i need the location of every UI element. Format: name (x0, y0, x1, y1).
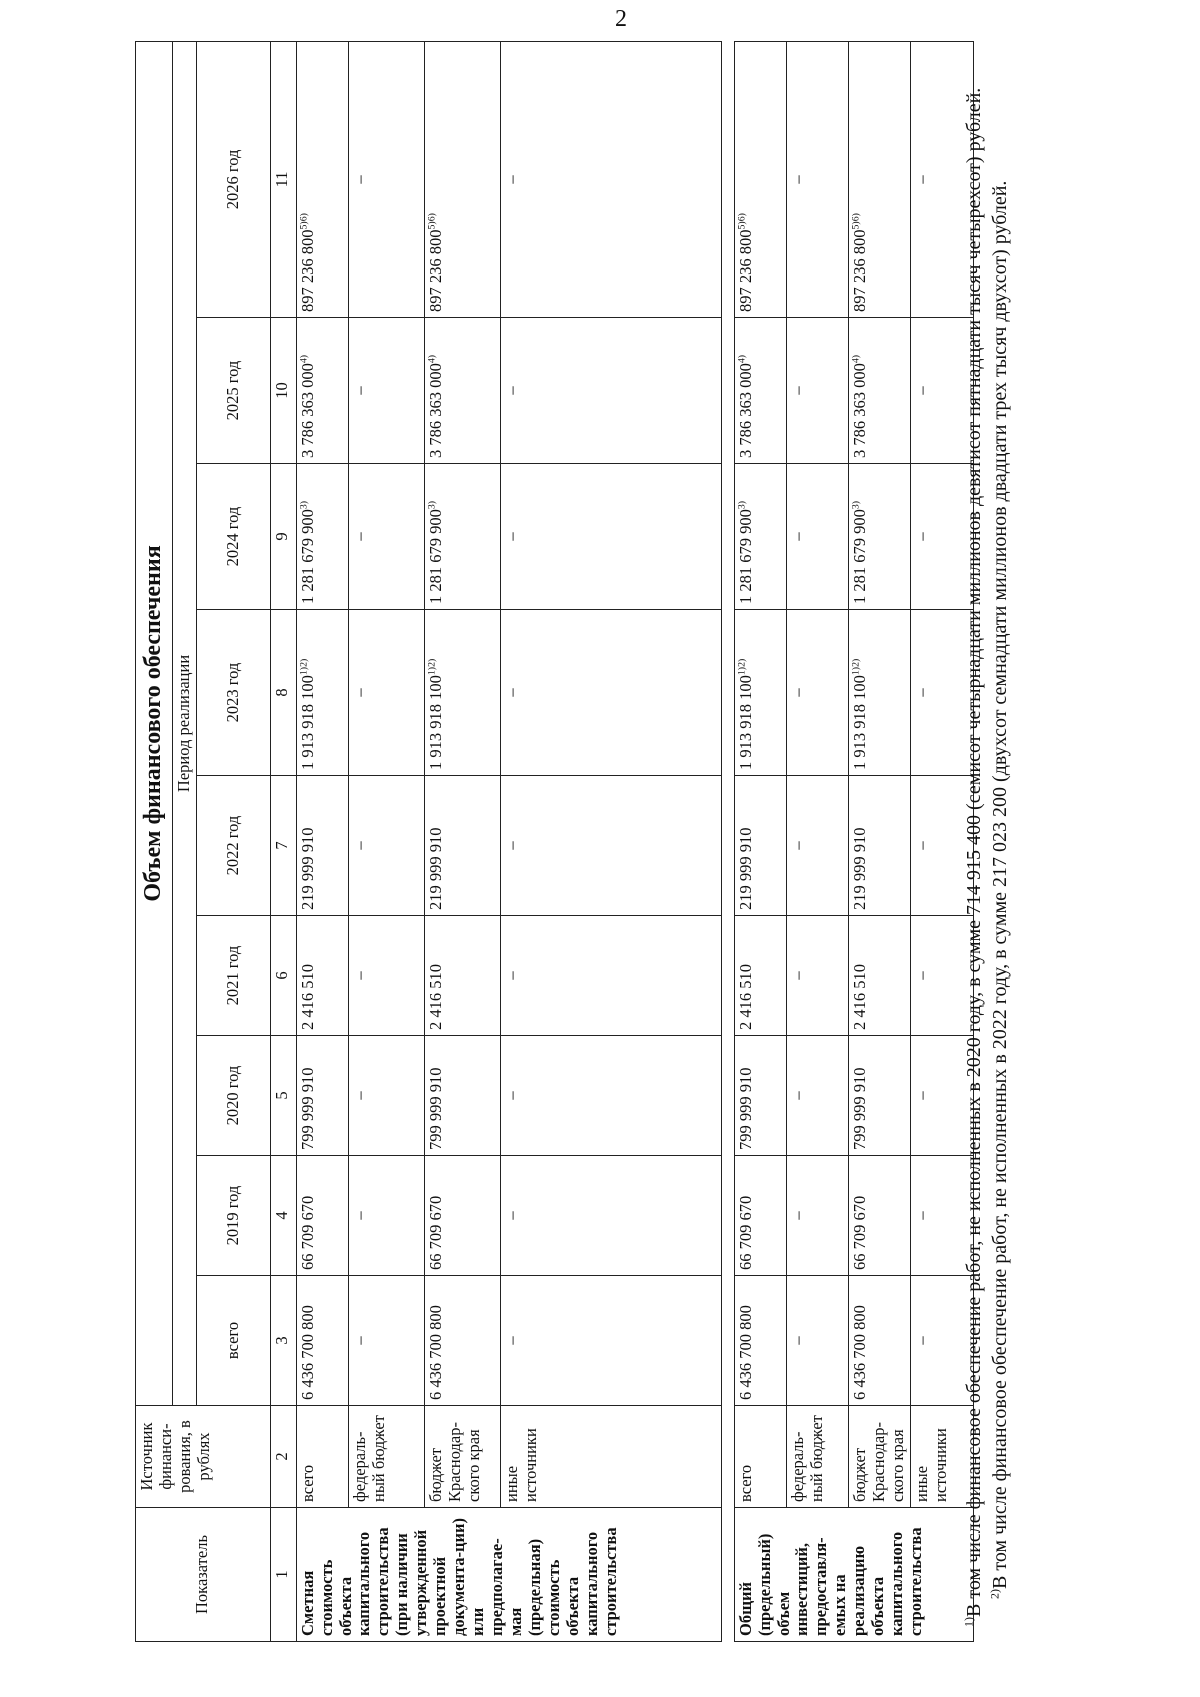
header-year: 2025 год (196, 318, 270, 464)
header-year: 2022 год (196, 776, 270, 916)
column-number: 8 (270, 610, 296, 776)
table-row (848, 41, 910, 1641)
header-year: 2026 год (196, 41, 270, 317)
footnote-mark: 5)6) (298, 213, 310, 230)
footnote-mark: 4) (736, 354, 748, 364)
value-cell: – (786, 318, 848, 464)
value-cell: 6 436 700 800 (296, 1276, 348, 1406)
header-indicator: Показатель (136, 1508, 271, 1642)
value-cell: – (910, 1036, 973, 1156)
value-cell: 219 999 910 (296, 776, 348, 916)
value-cell: – (786, 776, 848, 916)
value-cell: 799 999 910 (734, 1036, 786, 1156)
table-row (786, 41, 848, 1641)
footnote-mark: 3) (298, 500, 310, 510)
column-number: 5 (270, 1036, 296, 1156)
value-cell: – (786, 916, 848, 1036)
table-row (734, 41, 786, 1641)
footnote-mark: 3) (736, 500, 748, 510)
header-year: 2020 год (196, 1036, 270, 1156)
header-year: 2023 год (196, 610, 270, 776)
source-cell: всего (296, 1406, 348, 1508)
value-cell: – (348, 318, 424, 464)
period-label: Период реализации (172, 41, 196, 1405)
header-year: 2021 год (196, 916, 270, 1036)
value-cell: 2 416 510 (424, 916, 500, 1036)
rotated-content (135, 42, 1095, 1642)
value-cell: – (786, 1156, 848, 1276)
page-number: 2 (615, 6, 627, 32)
source-cell: иные источники (910, 1406, 973, 1508)
table-row (296, 41, 348, 1641)
column-number: 3 (270, 1276, 296, 1406)
value-cell: 1 281 679 900$^{3)}$ (424, 464, 500, 610)
value-cell: – (500, 41, 721, 317)
group-separator (721, 41, 734, 1641)
value-cell: 66 709 670 (734, 1156, 786, 1276)
footnote-mark: 4) (850, 354, 862, 364)
value-cell: 2 416 510 (296, 916, 348, 1036)
indicator-cell: Общий (предельный) объем инвестиций, предоставля-емых на реализацию объекта капитального строительства (734, 1508, 973, 1642)
value-cell: – (348, 610, 424, 776)
footnote-mark: 1)2) (736, 658, 748, 676)
value-cell: – (500, 464, 721, 610)
value-cell: 1 281 679 900$^{3)}$ (296, 464, 348, 610)
source-cell: федераль-ный бюджет (786, 1406, 848, 1508)
footnote-mark: 4) (298, 354, 310, 364)
financing-table (135, 41, 974, 1642)
value-cell: 219 999 910 (848, 776, 910, 916)
value-cell: – (910, 1156, 973, 1276)
column-number: 4 (270, 1156, 296, 1276)
value-cell: – (500, 916, 721, 1036)
value-cell: – (910, 610, 973, 776)
value-cell: 2 416 510 (734, 916, 786, 1036)
source-cell: иные источники (500, 1406, 721, 1508)
value-cell: – (786, 1276, 848, 1406)
value-cell: 1 913 918 $100^{1)2)}$ (848, 610, 910, 776)
header-year: 2024 год (196, 464, 270, 610)
column-number: 10 (270, 318, 296, 464)
source-cell: федераль-ный бюджет (348, 1406, 424, 1508)
table-row (500, 41, 721, 1641)
value-cell: – (910, 916, 973, 1036)
footnote-mark: 3) (850, 500, 862, 510)
footnote-mark: 5)6) (736, 213, 748, 230)
value-cell: 1 281 679 900$^{3)}$ (734, 464, 786, 610)
value-cell: – (500, 318, 721, 464)
table-row (424, 41, 500, 1641)
header-source: Источник финанси-рования, в рублях (136, 1406, 271, 1508)
footnote-mark: 5)6) (850, 213, 862, 230)
value-cell: 66 709 670 (848, 1156, 910, 1276)
value-cell: – (786, 1036, 848, 1156)
value-cell: 897 236 $800^{5)6)}$ (848, 41, 910, 317)
value-cell: – (910, 1276, 973, 1406)
footnote-mark: 5)6) (426, 213, 438, 230)
value-cell: – (500, 1276, 721, 1406)
footnote-1: $^{1)}$В том числе финансовое обеспечение работ, не исполненных в 2020 году, в сумме 714 915 400 (семисот четырнадцати миллионов девятисот пятнадцати тысяч четырехсот) рублей. (961, 87, 985, 1627)
header-year: 2019 год (196, 1156, 270, 1276)
footnote-mark: 1)2) (850, 658, 862, 676)
footnote-mark: 1)2) (298, 658, 310, 676)
source-cell: бюджет Краснодар-ского края (424, 1406, 500, 1508)
value-cell: – (348, 1276, 424, 1406)
value-cell: 219 999 910 (734, 776, 786, 916)
value-cell: 1 281 679 900$^{3)}$ (848, 464, 910, 610)
header-total: всего (196, 1276, 270, 1406)
value-cell: – (348, 916, 424, 1036)
footnote-mark: 4) (426, 354, 438, 364)
footnote-mark: 3) (426, 500, 438, 510)
value-cell: – (910, 776, 973, 916)
value-cell: 6 436 700 800 (424, 1276, 500, 1406)
value-cell: – (786, 41, 848, 317)
column-number-row (270, 41, 296, 1641)
source-cell: бюджет Краснодар-ского края (848, 1406, 910, 1508)
value-cell: 1 913 918 $100^{1)2)}$ (296, 610, 348, 776)
value-cell: 799 999 910 (424, 1036, 500, 1156)
value-cell: 66 709 670 (424, 1156, 500, 1276)
table-title: Объем финансового обеспечения (136, 41, 173, 1405)
footnote-mark: 1)2) (426, 658, 438, 676)
value-cell: – (910, 41, 973, 317)
footnotes (961, 47, 1013, 1627)
value-cell: 3 786 363 000$^{4)}$ (424, 318, 500, 464)
indicator-cell: Сметная стоимость объекта капитального строительства (при наличии утвержденной проектной документа-ции) или предполагае-мая (предельная) стоимость объекта капитального строительства (296, 1508, 721, 1642)
value-cell: – (786, 464, 848, 610)
column-number: 9 (270, 464, 296, 610)
column-number: 2 (270, 1406, 296, 1508)
source-cell: всего (734, 1406, 786, 1508)
column-number: 1 (270, 1508, 296, 1642)
value-cell: – (500, 1156, 721, 1276)
footnote-2: $^{2)}$В том числе финансовое обеспечение работ, не исполненных в 2022 году, в сумме 217 023 200 (двухсот семнадцати миллионов двадцати трех тысяч двухсот) рублей. (987, 180, 1011, 1599)
value-cell: 897 236 $800^{5)6)}$ (734, 41, 786, 317)
value-cell: 2 416 510 (848, 916, 910, 1036)
value-cell: 1 913 918 $100^{1)2)}$ (734, 610, 786, 776)
value-cell: – (348, 1156, 424, 1276)
value-cell: 219 999 910 (424, 776, 500, 916)
value-cell: – (910, 318, 973, 464)
value-cell: – (500, 776, 721, 916)
value-cell: 6 436 700 800 (734, 1276, 786, 1406)
value-cell: 66 709 670 (296, 1156, 348, 1276)
value-cell: 1 913 918 $100^{1)2)}$ (424, 610, 500, 776)
value-cell: 897 236 $800^{5)6)}$ (296, 41, 348, 317)
table-row (348, 41, 424, 1641)
column-number: 11 (270, 41, 296, 317)
value-cell: 6 436 700 800 (848, 1276, 910, 1406)
value-cell: – (348, 464, 424, 610)
value-cell: – (348, 776, 424, 916)
column-number: 6 (270, 916, 296, 1036)
value-cell: 799 999 910 (296, 1036, 348, 1156)
value-cell: – (500, 610, 721, 776)
value-cell: 897 236 $800^{5)6)}$ (424, 41, 500, 317)
value-cell: 3 786 363 000$^{4)}$ (296, 318, 348, 464)
value-cell: 799 999 910 (848, 1036, 910, 1156)
value-cell: – (500, 1036, 721, 1156)
column-number: 7 (270, 776, 296, 916)
value-cell: 3 786 363 000$^{4)}$ (848, 318, 910, 464)
value-cell: – (348, 41, 424, 317)
value-cell: 3 786 363 000$^{4)}$ (734, 318, 786, 464)
value-cell: – (910, 464, 973, 610)
value-cell: – (786, 610, 848, 776)
value-cell: – (348, 1036, 424, 1156)
